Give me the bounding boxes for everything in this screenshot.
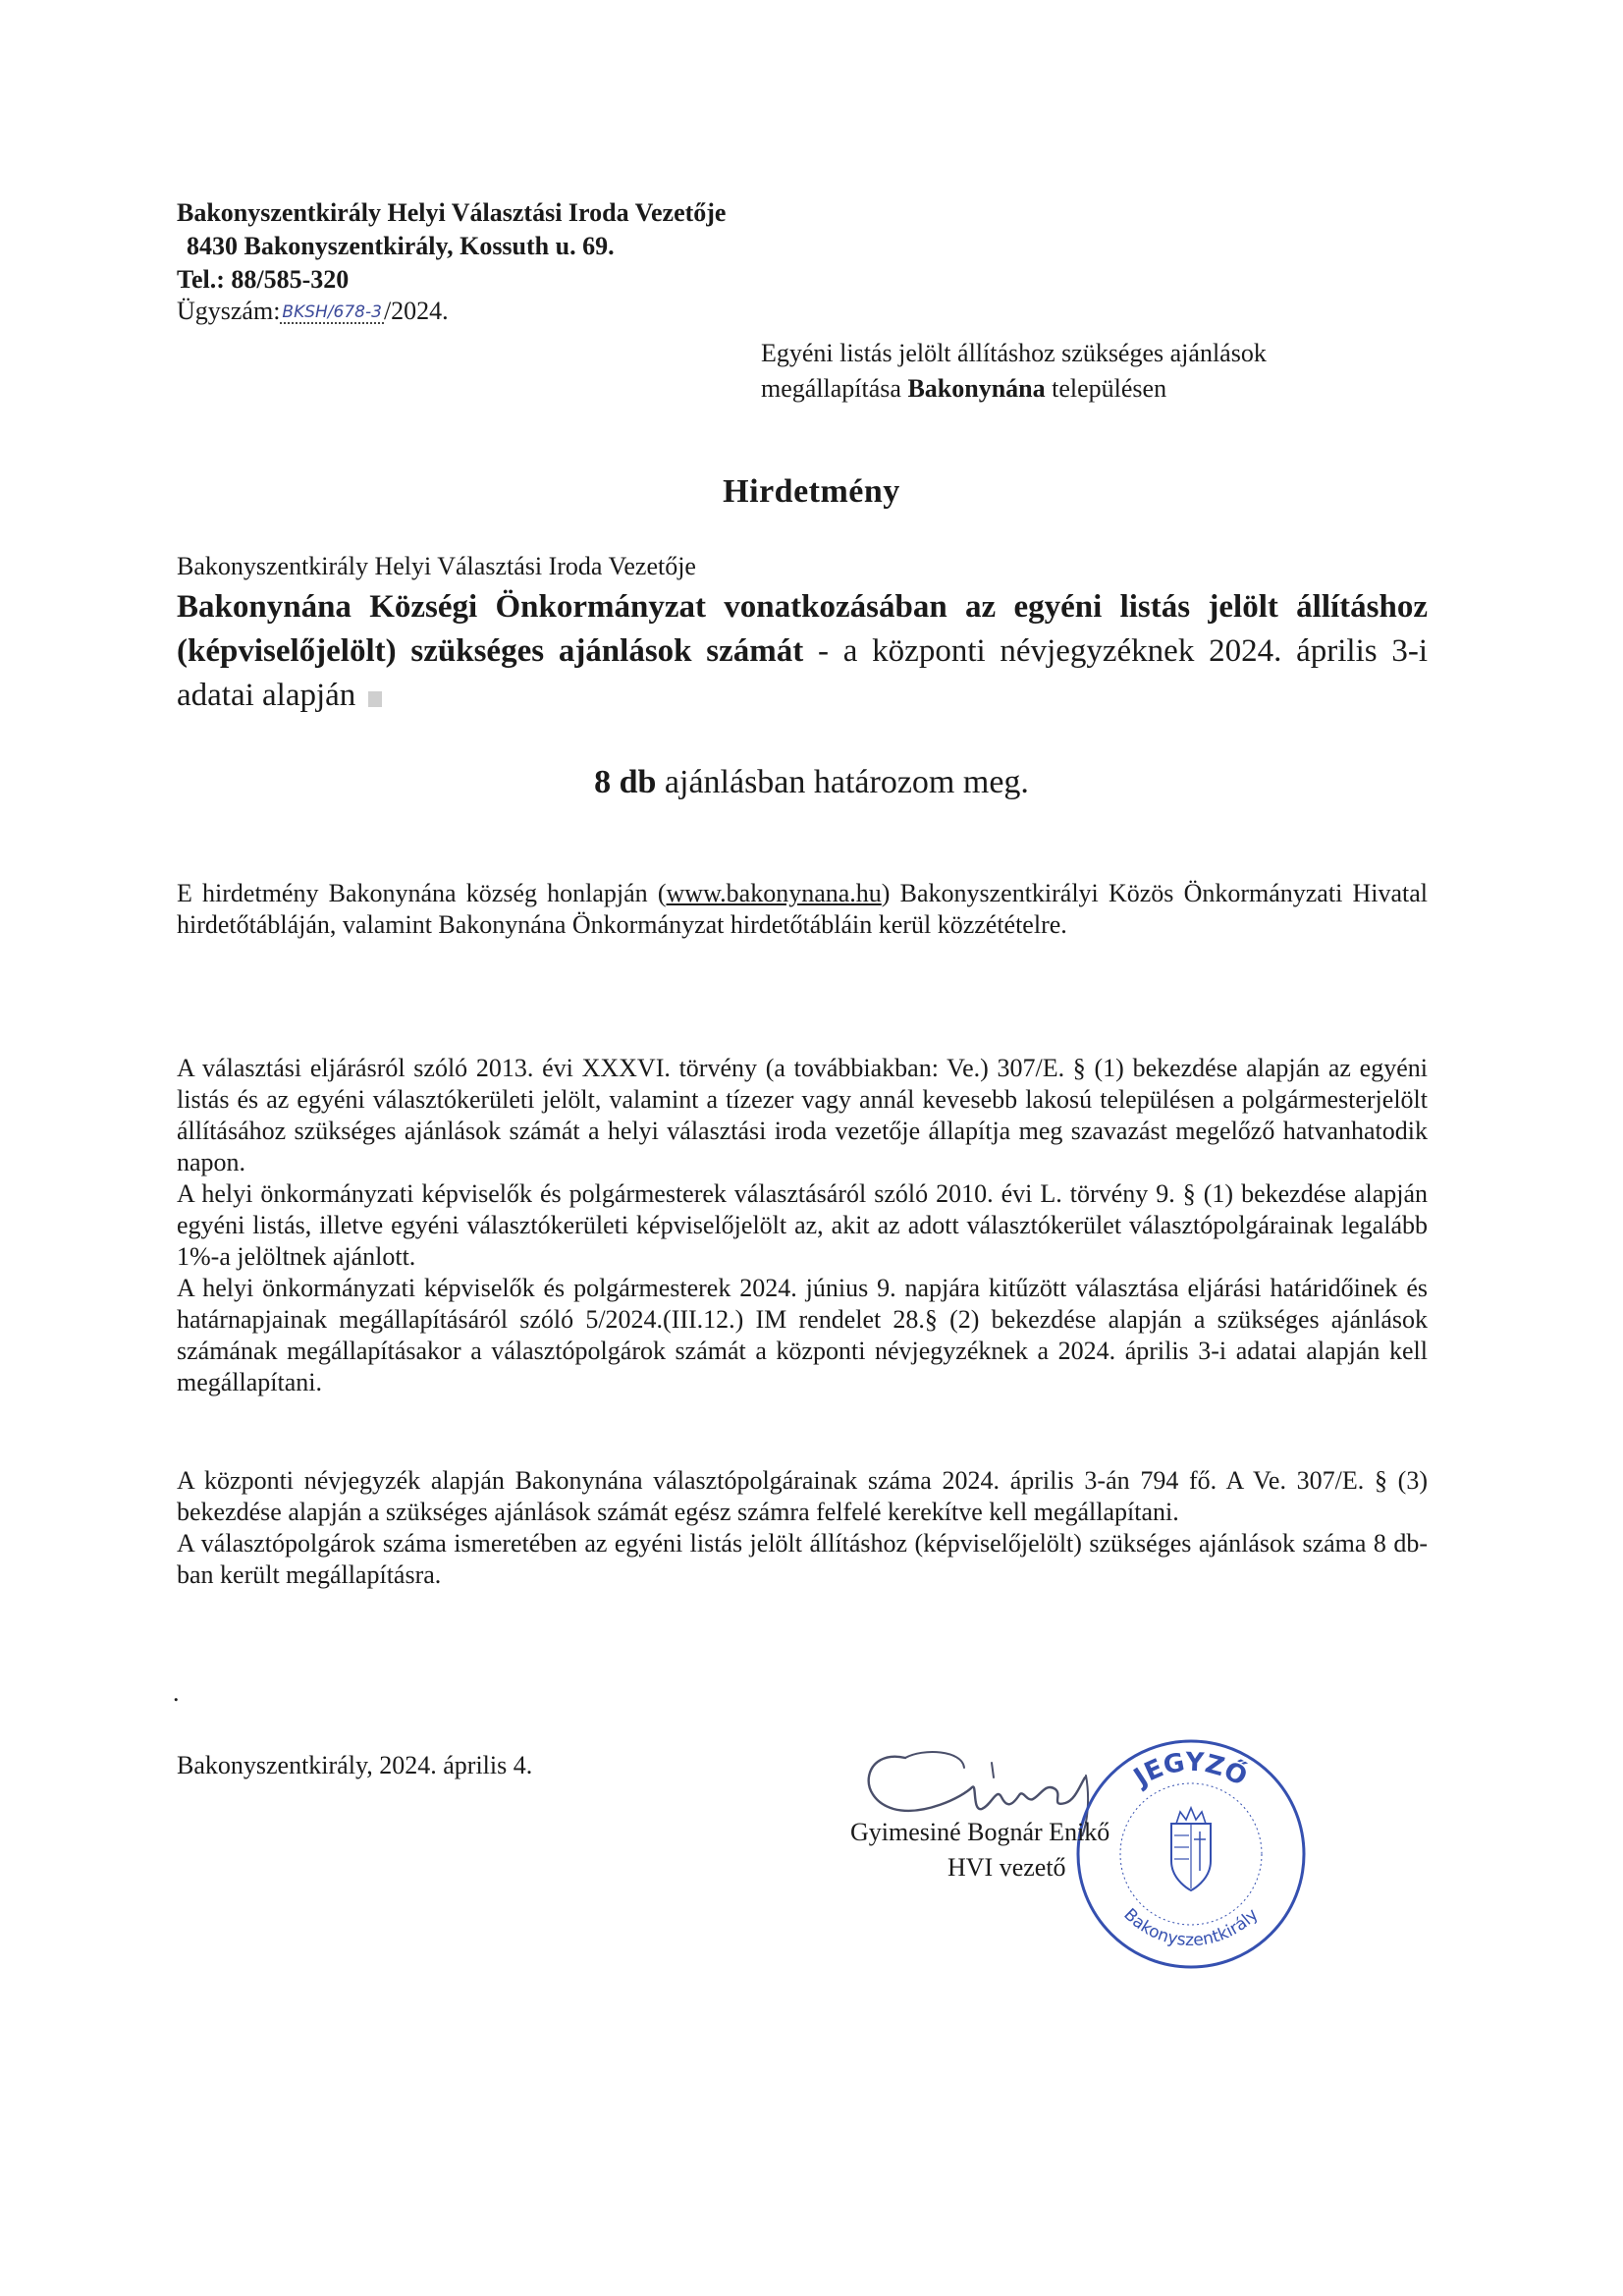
publication-suffix: ) Bakonyszentkirályi Közös Önkormányzati Hivatal hirdetőtábláján, valamint Bakonynána Önkormányzat hirdetőtábláin kerül közzétételre. — [177, 879, 1428, 939]
page-title: Hirdetmény — [723, 473, 900, 510]
official-stamp — [1070, 1733, 1312, 1975]
decision-rest: ajánlásban határozom meg. — [656, 764, 1029, 800]
subject-settlement: Bakonynána — [907, 374, 1046, 403]
legal-basis-block — [177, 1053, 1428, 1398]
conclusion-block — [177, 1465, 1428, 1591]
case-number — [177, 295, 449, 329]
stamp-top-text: JEGYZŐ — [1128, 1747, 1252, 1793]
conclusion-paragraph-2: A választópolgárok száma ismeretében az egyéni listás jelölt állításhoz (képviselőjelölt) szükséges ajánlások száma 8 db-ban került megállapításra. — [177, 1529, 1428, 1589]
subject-line-2 — [761, 371, 1267, 407]
legal-paragraph-1: A választási eljárásról szóló 2013. évi XXXVI. törvény (a továbbiakban: Ve.) 307/E. § (1) bekezdése alapján az egyéni listás és az egyéni választókerületi jelölt, valamint a tízezer vagy annál kevesebb lakosú településen a polgármesterjelölt állításához szükséges ajánlások számát a helyi választási iroda vezetője állapítja meg szavazást megelőző hatvanhatodik napon. — [177, 1054, 1428, 1176]
lead-bold: Bakonynána Községi Önkormányzat vonatkozásában az egyéni listás jelölt állításhoz (képviselőjelölt) szükséges ajánlások számát — [177, 589, 1428, 669]
stray-dot: . — [173, 1678, 180, 1707]
lead-normal: - a központi névjegyzéknek 2024. április 3-i adatai alapján — [177, 633, 1429, 713]
office-address: 8430 Bakonyszentkirály, Kossuth u. 69. — [187, 232, 615, 260]
signer-name: Gyimesiné Bognár Enikő — [850, 1818, 1110, 1846]
conclusion-paragraph-1: A központi névjegyzék alapján Bakonynána választópolgárainak száma 2024. április 3-án 794 fő. A Ve. 307/E. § (3) bekezdése alapján a szükséges ajánlások számát egész számra felfelé kerekítve kell megállapítani. — [177, 1466, 1428, 1526]
case-label: Ügyszám: — [177, 297, 281, 325]
legal-paragraph-3: A helyi önkormányzati képviselők és polgármesterek 2024. június 9. napjára kitűzött választása eljárási határidőinek és határnapjainak megállapításáról szóló 5/2024.(III.12.) IM rendelet 28.§ (2) bekezdése alapján a szükséges ajánlások számának megállapításakor a választópolgárok számát a központi névjegyzéknek a 2024. április 3-i adatai alapján kell megállapítani. — [177, 1274, 1428, 1396]
case-handwritten-number: BKSH/678-3 — [282, 302, 382, 322]
signer-role: HVI vezető — [947, 1853, 1066, 1882]
office-name: Bakonyszentkirály Helyi Választási Iroda Vezetője — [177, 198, 727, 227]
lead-paragraph — [177, 585, 1428, 718]
case-suffix: /2024. — [383, 297, 449, 325]
subject-line-1: Egyéni listás jelölt állításhoz szükséges ajánlások — [761, 339, 1267, 367]
stamp-bottom-text: Bakonyszentkirály — [1119, 1904, 1263, 1951]
subject-block — [761, 336, 1267, 407]
decision-line — [0, 764, 1623, 801]
publication-prefix: E hirdetmény Bakonynána község honlapján ( — [177, 879, 667, 907]
subject-line-2-prefix: megállapítása — [761, 374, 908, 403]
decision-count: 8 db — [594, 764, 657, 800]
publication-paragraph — [177, 878, 1428, 941]
website-link[interactable]: www.bakonynana.hu — [666, 879, 882, 907]
date-line: Bakonyszentkirály, 2024. április 4. — [177, 1751, 533, 1779]
subject-line-2-suffix: településen — [1045, 374, 1167, 403]
intro-line: Bakonyszentkirály Helyi Választási Iroda Vezetője — [177, 552, 696, 580]
legal-paragraph-2: A helyi önkormányzati képviselők és polgármesterek választásáról szóló 2010. évi L. törvény 9. § (1) bekezdése alapján egyéni listás, illetve egyéni választókerületi képviselőjelölt az, akit az adott választókerület választópolgárainak legalább 1%-a jelöltnek ajánlott. — [177, 1179, 1428, 1271]
office-phone: Tel.: 88/585-320 — [177, 265, 350, 294]
correction-mark — [368, 691, 382, 707]
coat-of-arms-icon — [1171, 1808, 1211, 1890]
